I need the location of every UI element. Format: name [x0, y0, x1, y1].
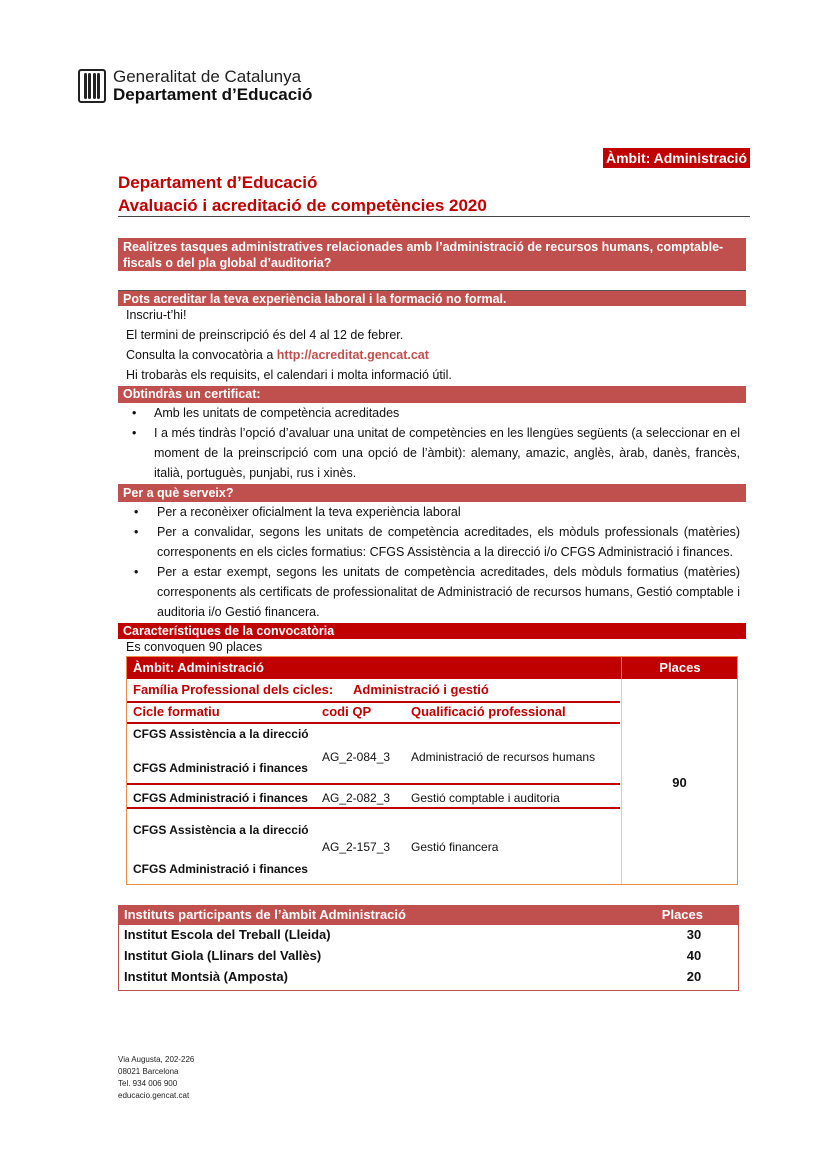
- link-prefix: Consulta la convocatòria a: [126, 348, 277, 362]
- generalitat-emblem-icon: [78, 69, 106, 103]
- col-codi: codi QP: [322, 704, 372, 719]
- acreditar-line: El termini de preinscripció és del 4 al 12 de febrer.: [126, 328, 404, 342]
- certificat-list: [120, 403, 740, 483]
- instituts-table-header: [118, 905, 739, 925]
- cicle-cell: CFGS Assistència a la direcció: [133, 727, 309, 741]
- acreditar-line: [126, 345, 452, 365]
- section-heading-serveix: Per a què serveix?: [118, 484, 746, 502]
- table-row: [124, 948, 724, 963]
- section-heading-caracteristiques: Característiques de la convocatòria: [118, 623, 746, 639]
- ambit-table-header: [127, 657, 737, 679]
- list-item: • I a més tindràs l’opció d’avaluar una unitat de competències en les llengües següents (a seleccionar en el moment de la preinscripció com una opció de l’àmbit): alemany, amazic, anglès, àrab, danès, francès, italià, portuguès, punjabi, rus i xinès.: [120, 423, 740, 483]
- list-item: • Per a estar exempt, segons les unitats de competència acreditades, dels mòduls formatius (matèries) corresponents als certificats de professionalitat de Administració de recursos humans, Gestió comptable i auditoria i/o Gestió financera.: [120, 562, 740, 622]
- row-divider: [127, 701, 620, 703]
- table-row: [124, 969, 724, 984]
- acreditar-text: [126, 305, 452, 385]
- footer-phone: Tel. 934 006 900: [118, 1079, 178, 1088]
- cicle-cell: CFGS Administració i finances: [133, 862, 308, 876]
- places-total: 90: [672, 775, 687, 790]
- header-ambit: Àmbit: Administració: [133, 660, 264, 675]
- institut-name: Institut Escola del Treball (Lleida): [124, 927, 331, 942]
- col-qualificacio: Qualificació professional: [411, 704, 566, 719]
- qualificacio-cell: Administració de recursos humans: [411, 750, 596, 764]
- generalitat-logo: [78, 68, 312, 104]
- acreditar-line: Inscriu-t’hi!: [126, 308, 187, 322]
- col-cicle: Cicle formatiu: [133, 704, 220, 719]
- list-item: • Per a reconèixer oficialment la teva experiència laboral: [120, 502, 740, 522]
- serveix-list: [120, 502, 740, 622]
- cicle-cell: CFGS Administració i finances: [133, 791, 308, 805]
- footer-street: Via Augusta, 202-226: [118, 1055, 195, 1064]
- ambit-tag: Àmbit: Administració: [603, 148, 750, 168]
- list-item: • Per a convalidar, segons les unitats de competència acreditades, els mòduls professionals (matèries) corresponents en els cicles formatius: CFGS Assistència a la direcció i/o CFGS Administració i finances.: [120, 522, 740, 562]
- section-heading-acreditar: Pots acreditar la teva experiència laboral i la formació no formal.: [118, 290, 746, 306]
- page-title: [118, 171, 487, 217]
- header-instituts: Instituts participants de l’àmbit Administració: [124, 907, 406, 922]
- institut-places: 30: [686, 927, 702, 942]
- list-item: • Amb les unitats de competència acreditades: [120, 403, 740, 423]
- ambit-table: [126, 656, 738, 885]
- logo-line-2: Departament d’Educació: [113, 85, 313, 104]
- places-column: [621, 679, 737, 884]
- instituts-table: [118, 905, 739, 991]
- title-line-2: Avaluació i acreditació de competències 2020: [118, 196, 487, 215]
- codi-cell: AG_2-082_3: [322, 791, 391, 805]
- row-divider: [127, 783, 620, 785]
- table-row: [124, 927, 724, 942]
- institut-name: Institut Montsià (Amposta): [124, 969, 288, 984]
- institut-name: Institut Giola (Llinars del Vallès): [124, 948, 322, 963]
- section-heading-certificat: Obtindràs un certificat:: [118, 386, 746, 403]
- institut-places: 40: [686, 948, 702, 963]
- intro-question-banner: Realitzes tasques administratives relacionades amb l’administració de recursos humans, comptable-fiscals o del pla global d’auditoria?: [118, 238, 746, 271]
- title-line-1: Departament d’Educació: [118, 173, 318, 192]
- cicle-cell: CFGS Assistència a la direcció: [133, 823, 309, 837]
- row-divider: [127, 722, 620, 724]
- acreditar-line: Hi trobaràs els requisits, el calendari i molta informació útil.: [126, 368, 452, 382]
- header-places: Places: [621, 657, 738, 679]
- logo-line-1: Generalitat de Catalunya: [113, 67, 302, 86]
- header-places: Places: [661, 907, 703, 922]
- qualificacio-cell: Gestió financera: [411, 840, 499, 854]
- footer-address: [118, 1054, 194, 1102]
- footer-city: 08021 Barcelona: [118, 1067, 179, 1076]
- familia-value: Administració i gestió: [353, 682, 489, 697]
- title-divider: [118, 216, 750, 217]
- institut-places: 20: [686, 969, 702, 984]
- familia-label: Família Professional dels cicles:: [133, 682, 334, 697]
- footer-web[interactable]: educacio.gencat.cat: [118, 1091, 190, 1100]
- qualificacio-cell: Gestió comptable i auditoria: [411, 791, 560, 805]
- codi-cell: AG_2-084_3: [322, 750, 391, 764]
- row-divider: [127, 807, 620, 809]
- codi-cell: AG_2-157_3: [322, 840, 391, 854]
- cicle-cell: CFGS Administració i finances: [133, 761, 308, 775]
- acreditat-link[interactable]: http://acreditat.gencat.cat: [276, 348, 429, 362]
- places-summary: Es convoquen 90 places: [126, 640, 263, 654]
